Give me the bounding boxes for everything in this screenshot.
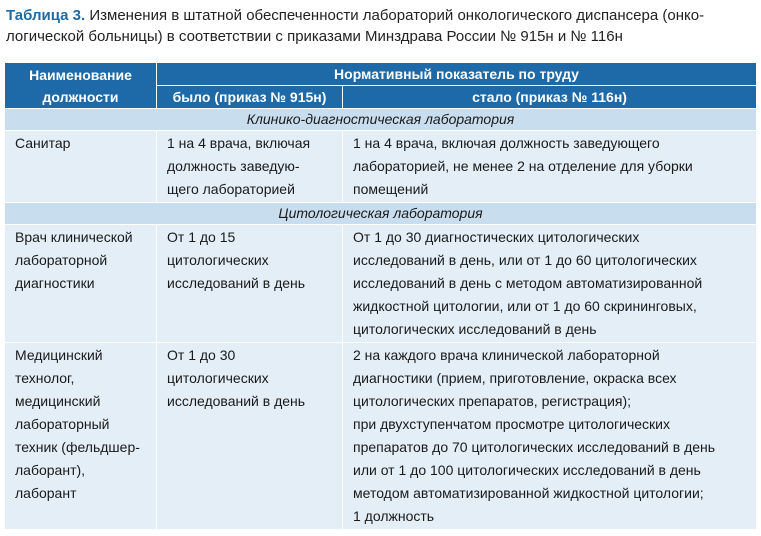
caption-text-line1: Изменения в штатной обеспеченности лабораторий онкологического диспансера (онко- — [85, 7, 705, 24]
cell-line: исследований в день — [167, 275, 306, 291]
header-row-top — [5, 63, 757, 86]
cell-before — [157, 343, 343, 530]
caption-text-line2: логической больницы) в соответствии с приказами Минздрава России № 915н и № 116н — [6, 28, 623, 45]
table-row — [5, 343, 757, 530]
cell-position — [5, 343, 157, 530]
cell-line: или от 1 до 100 цитологических исследований в день — [353, 462, 701, 478]
cell-line: От 1 до 30 диагностических цитологических — [353, 229, 640, 245]
header-position — [5, 63, 157, 109]
cell-line: 1 должность — [353, 508, 435, 524]
cell-line: От 1 до 30 — [167, 347, 236, 363]
header-before: было (приказ № 915н) — [157, 86, 343, 109]
cell-position — [5, 131, 157, 203]
cell-line: лаборант), — [15, 462, 86, 478]
cell-line: цитологических исследований в день — [353, 321, 597, 337]
cell-before — [157, 131, 343, 203]
table-row — [5, 225, 757, 343]
cell-line: при двухступенчатом просмотре цитологических — [353, 416, 670, 432]
cell-line: цитологических препаратов, регистрация); — [353, 393, 632, 409]
cell-line: диагностики — [15, 275, 95, 291]
cell-line: 1 на 4 врача, включая — [167, 135, 311, 151]
cell-line: диагностики (прием, приготовление, окраска всех — [353, 370, 677, 386]
cell-line: препаратов до 70 цитологических исследований в день — [353, 439, 716, 455]
cell-line: 1 на 4 врача, включая должность заведующего — [353, 135, 660, 151]
cell-line: жидкостной цитологии, или от 1 до 60 скрининговых, — [353, 298, 697, 314]
section-row — [5, 203, 757, 225]
cell-after — [343, 343, 757, 530]
cell-line: должность заведую- — [167, 158, 300, 174]
section-row — [5, 109, 757, 131]
table-body — [5, 109, 757, 530]
cell-line: цитологических — [167, 252, 269, 268]
cell-line: 2 на каждого врача клинической лабораторной — [353, 347, 660, 363]
cell-line: техник (фельдшер- — [15, 439, 140, 455]
section-title: Цитологическая лаборатория — [5, 203, 757, 225]
cell-line: щего лабораторией — [167, 181, 295, 197]
cell-line: исследований в день, или от 1 до 60 цитологических — [353, 252, 697, 268]
cell-line: технолог, — [15, 370, 75, 386]
header-normative: Нормативный показатель по труду — [157, 63, 757, 86]
cell-line: помещений — [353, 181, 429, 197]
cell-position — [5, 225, 157, 343]
cell-after — [343, 225, 757, 343]
cell-line: лабораторной — [15, 252, 108, 268]
cell-line: лабораторный — [15, 416, 110, 432]
cell-line: исследований в день — [167, 393, 306, 409]
cell-line: медицинский — [15, 393, 101, 409]
staffing-table — [4, 62, 757, 530]
cell-after — [343, 131, 757, 203]
cell-line: От 1 до 15 — [167, 229, 236, 245]
cell-line: Медицинский — [15, 347, 103, 363]
cell-line: исследований в день с методом автоматизированной — [353, 275, 703, 291]
cell-line: Санитар — [15, 135, 71, 151]
cell-before — [157, 225, 343, 343]
caption-label: Таблица 3. — [6, 7, 86, 24]
cell-line: Врач клинической — [15, 229, 133, 245]
cell-line: лаборант — [15, 485, 77, 501]
section-title: Клинико-диагностическая лаборатория — [5, 109, 757, 131]
cell-line: цитологических — [167, 370, 269, 386]
header-after: стало (приказ № 116н) — [343, 86, 757, 109]
cell-line: лабораторией, не менее 2 на отделение для уборки — [353, 158, 693, 174]
table-row — [5, 131, 757, 203]
header-position-line: должности — [42, 89, 119, 105]
cell-line: методом автоматизированной жидкостной цитологии; — [353, 485, 704, 501]
header-position-line: Наименование — [29, 67, 132, 83]
table-caption — [6, 5, 754, 47]
